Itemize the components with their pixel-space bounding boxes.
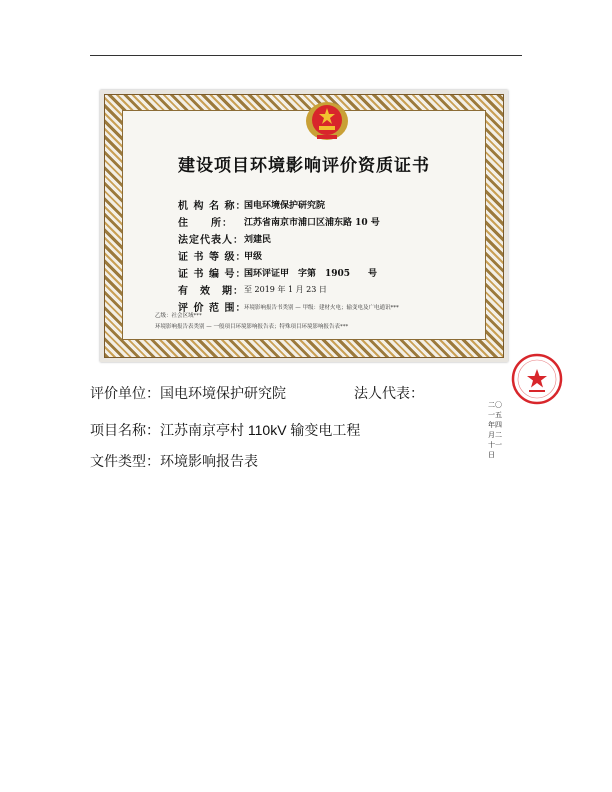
official-seal-icon: [510, 352, 564, 406]
scope-line: 乙级：社会区域***: [155, 313, 202, 319]
field-label: 评 价 范 围：: [178, 303, 247, 314]
field-label: 住 所：: [178, 218, 233, 229]
field-label: 机 构 名 称：: [178, 201, 247, 212]
project-name-line: [90, 420, 360, 440]
field-value: 刘建民: [244, 235, 272, 245]
field-label: 证 书 等 级：: [178, 252, 247, 263]
field-row: [178, 298, 445, 315]
field-row: [178, 247, 445, 264]
header-rule: [90, 55, 522, 56]
certificate-fields: [178, 196, 445, 315]
field-row: [178, 213, 445, 230]
field-value: 环境影响报告书类别 — 甲级：建材火电；输变电及广电通讯***: [244, 304, 399, 311]
field-row: [178, 281, 445, 298]
field-row: [178, 230, 445, 247]
field-value: 甲级: [244, 252, 263, 262]
field-row: [178, 264, 445, 281]
field-row: [178, 196, 445, 213]
unit-label: 评价单位：: [90, 385, 160, 401]
rep-label: 法人代表：: [354, 385, 424, 401]
certificate-body: [122, 110, 486, 340]
field-value: 至 2019 年 1 月 23 日: [244, 285, 327, 294]
field-value: 国环评证甲 字第 1905 号: [244, 269, 378, 279]
type-value: 环境影响报告表: [160, 453, 258, 469]
evaluation-unit-line: [90, 383, 286, 403]
field-label: 证 书 编 号：: [178, 269, 247, 280]
field-value: 江苏省南京市浦口区浦东路 10 号: [244, 218, 380, 228]
national-emblem-icon: [304, 99, 350, 141]
project-label: 项目名称：: [90, 422, 160, 438]
field-label: 有 效 期：: [178, 286, 244, 297]
type-label: 文件类型：: [90, 453, 160, 469]
project-value: 江苏南京亭村 110kV 输变电工程: [160, 422, 361, 438]
scope-line: 环境影响报告表类别 — 一般项目环境影响报告表；特殊项目环境影响报告表***: [155, 324, 349, 330]
field-label: 法定代表人：: [178, 235, 244, 246]
legal-rep-line: [354, 383, 424, 403]
issue-date: 二〇一五年四月二十一日: [488, 401, 502, 459]
unit-value: 国电环境保护研究院: [160, 385, 286, 401]
field-value: 国电环境保护研究院: [244, 201, 326, 211]
document-type-line: [90, 451, 258, 471]
certificate-title: 建设项目环境影响评价资质证书: [178, 156, 430, 176]
